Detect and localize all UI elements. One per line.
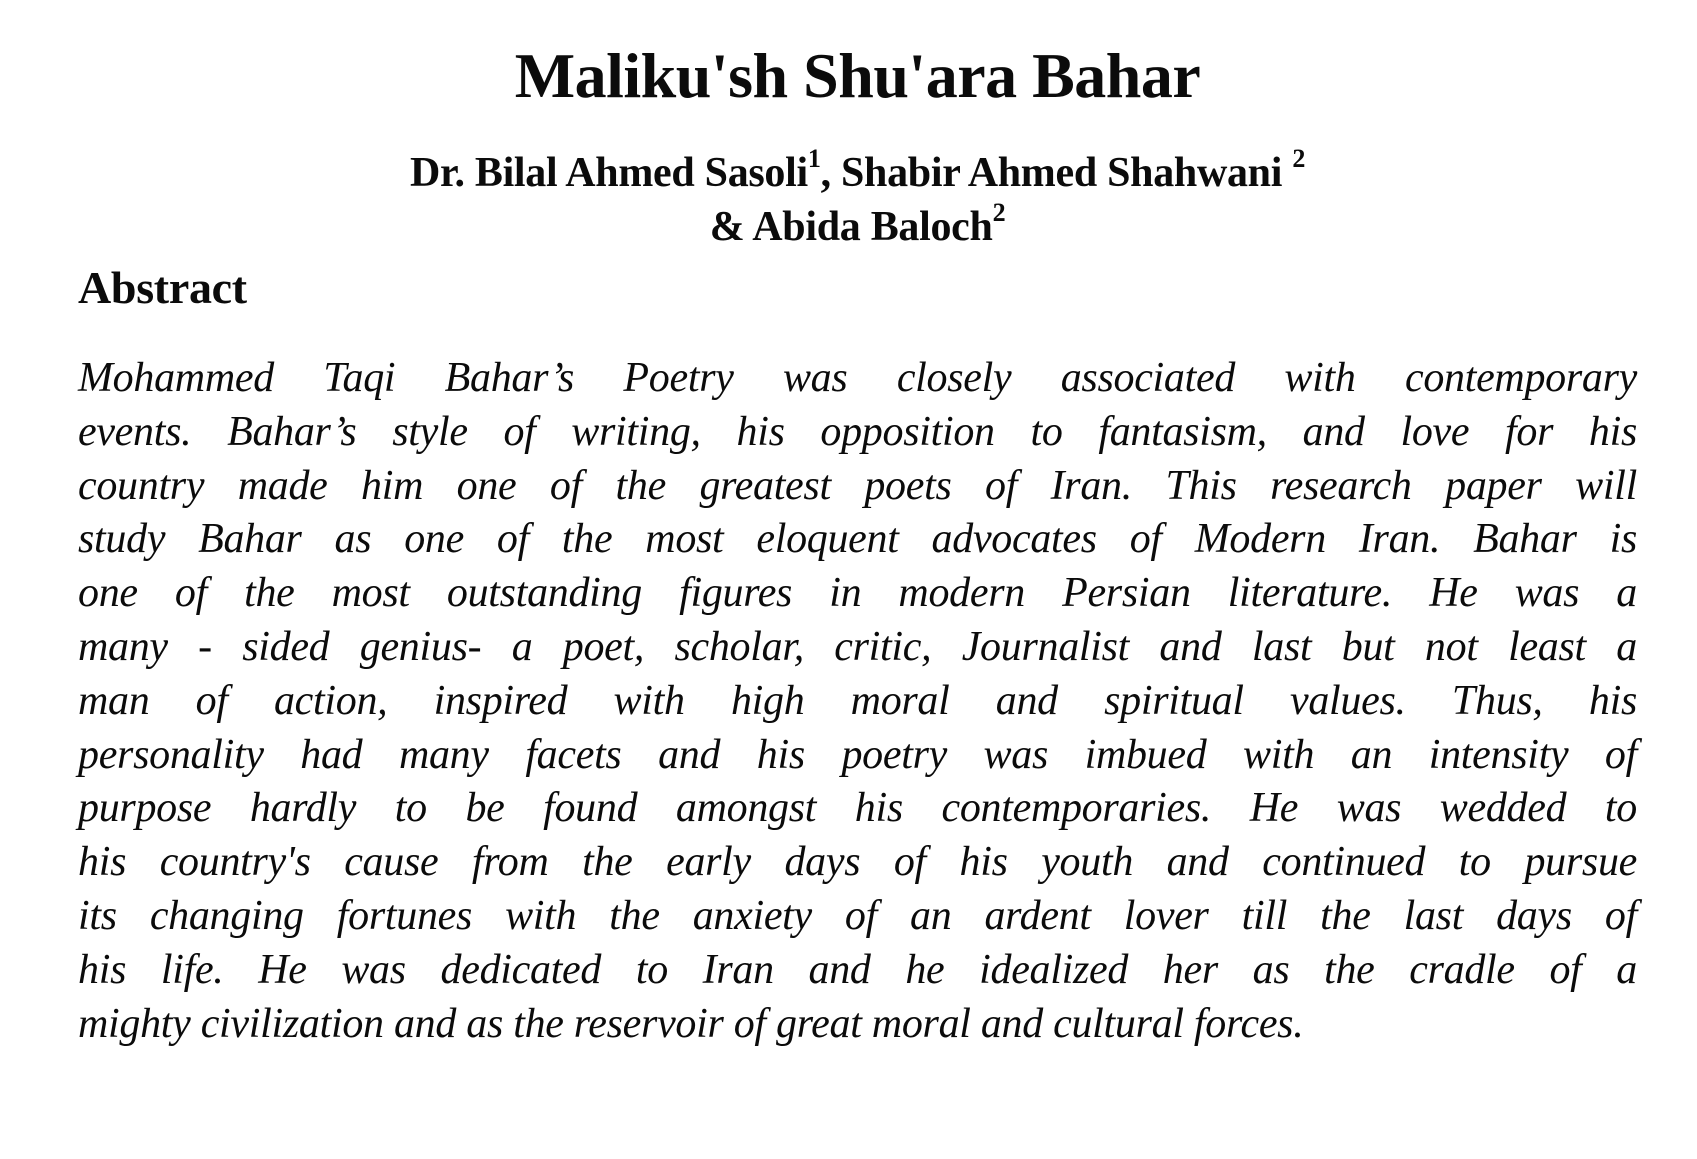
abstract-body: [78, 352, 1637, 1051]
abstract-line: events. Bahar’s style of writing, his opposition to fantasism, and love for his: [78, 408, 1637, 455]
abstract-line: country made him one of the greatest poets of Iran. This research paper will: [78, 462, 1637, 509]
abstract-line: purpose hardly to be found amongst his contemporaries. He was wedded to: [78, 785, 1637, 832]
abstract-line: study Bahar as one of the most eloquent advocates of Modern Iran. Bahar is: [78, 516, 1637, 563]
abstract-line: many - sided genius- a poet, scholar, critic, Journalist and last but not least a: [78, 623, 1637, 670]
abstract-line: mighty civilization and as the reservoir of great moral and cultural forces.: [78, 1000, 1304, 1047]
abstract-line: man of action, inspired with high moral and spiritual values. Thus, his: [78, 677, 1637, 724]
abstract-line: Mohammed Taqi Bahar’s Poetry was closely associated with contemporary: [78, 355, 1637, 401]
author-name: , Shabir Ahmed Shahwani: [820, 150, 1293, 196]
abstract-line: its changing fortunes with the anxiety of an ardent lover till the last days of: [78, 892, 1637, 939]
author-superscript: 2: [992, 198, 1006, 228]
abstract-heading: Abstract: [78, 262, 247, 313]
author-line-1: [78, 146, 1637, 200]
authors-block: [78, 146, 1637, 254]
abstract-line: personality had many facets and his poetry was imbued with an intensity of: [78, 731, 1637, 778]
author-line-2: [78, 200, 1637, 254]
author-superscript: 1: [807, 144, 821, 174]
author-name: & Abida Baloch: [709, 204, 993, 250]
abstract-line: his life. He was dedicated to Iran and he idealized her as the cradle of a: [78, 946, 1637, 993]
abstract-line: one of the most outstanding figures in modern Persian literature. He was a: [78, 570, 1637, 617]
author-name: Dr. Bilal Ahmed Sasoli: [409, 150, 808, 196]
page-title: Maliku'sh Shu'ara Bahar: [514, 40, 1201, 111]
abstract-line: his country's cause from the early days of his youth and continued to pursue: [78, 839, 1637, 886]
author-superscript: 2: [1292, 144, 1306, 174]
